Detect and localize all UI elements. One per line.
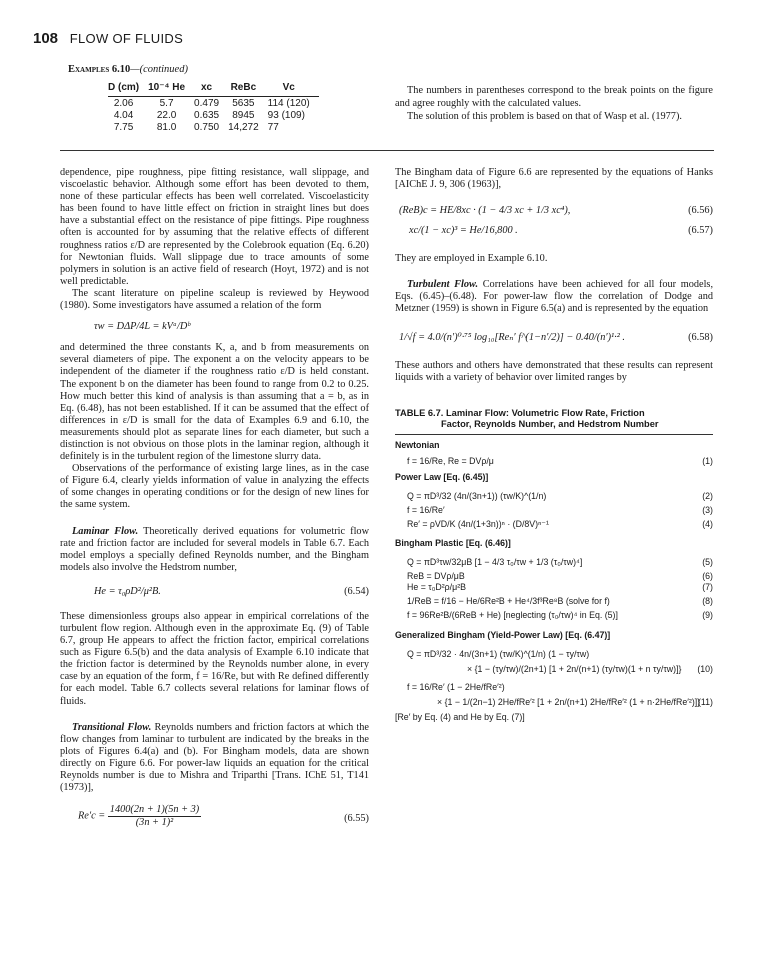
paragraph: The Bingham data of Figure 6.6 are represented by the equations of Hanks [AIChE J. 9, 306 (1963)], — [395, 167, 713, 191]
table-formula: Re′ = ρVD/K (4n/(1+3n))ⁿ · (D/8V)ⁿ⁻¹ — [407, 518, 549, 529]
col-header: Vc — [268, 80, 319, 97]
example-caption-rest: —(continued) — [130, 64, 188, 75]
table-cell: 0.479 — [194, 98, 220, 109]
row-number: (4) — [702, 518, 713, 529]
paragraph-text: Correlations have been achieved for all four models, Eqs. (6.45)–(6.48). For power-law flow the correlation of Dodge and Metzner (1959) is shown in Figure 6.5(a) and is represented by the equation — [395, 279, 714, 315]
paragraph-text: Theoretically derived equations for volumetric flow rate and friction factor are included for several models in Table 6.7. Each model employs a specially defined Reynolds number, and the Bingham models also involve the Hedstrom number, — [60, 525, 370, 573]
row-number: (5) — [702, 556, 713, 567]
example-notes — [395, 84, 713, 123]
right-column — [395, 167, 713, 723]
equation-6-55 — [78, 804, 369, 834]
paragraph: These dimensionless groups also appear in empirical correlations of the turbulent flow region. Although even in the approximate Eq. (9) of Table 6.7, group He appears to affect the friction factor, empirical correlations such as Figure 6.5(b) and the data analysis of Example 6.10 indicate that the friction factor is determined by the Reynolds number alone, in every case by an equation of the form, f = 16/Re, but with Re defined differently for each model. Table 6.7 collects several relations for laminar flows of fluids. — [60, 610, 369, 707]
equation-wall-stress: τw = DΔP/4L = kVᵃ/Dᵇ — [94, 321, 191, 333]
table-row — [108, 109, 319, 121]
table-cell: 77 — [267, 122, 279, 133]
row-number: (10) — [697, 663, 713, 674]
fraction-numerator: 1400(2n + 1)(5n + 3) — [108, 804, 201, 817]
table-cell: 114 (120) — [267, 98, 310, 109]
equation-number: (6.56) — [688, 205, 713, 217]
table-formula: f = 16/Re′ (1 − 2He/fRe′²) — [407, 681, 505, 692]
table-formula: f = 16/Re, Re = DVρ/μ — [407, 455, 494, 466]
table-row — [407, 649, 713, 660]
equation-number: (6.58) — [688, 331, 713, 343]
equation-6-57 — [409, 225, 713, 239]
table-cell: 5635 — [232, 98, 255, 109]
paragraph-text: Reynolds numbers and friction factors at which the flow changes from laminar to turbulent are indicated by the breaks in the plots of Figures 6.4(a) and (b). For Bingham models, data are shown directly on Figure 6.6. For power-law liquids an equation for the critical Reynolds number is due to Mishra and Triparthi [Trans. IChE 51, T141 (1973)], — [60, 721, 370, 794]
table-footnote: [Re′ by Eq. (4) and He by Eq. (7)] — [395, 711, 525, 722]
table-cell: 0.635 — [194, 110, 220, 121]
table-title-line: TABLE 6.7. Laminar Flow: Volumetric Flow Rate, Friction — [395, 407, 645, 418]
row-number: (9) — [702, 609, 713, 620]
row-number: (11) — [698, 696, 713, 707]
example-table-header — [108, 80, 319, 97]
equation-6-56 — [399, 205, 713, 219]
row-number: (2) — [702, 490, 713, 501]
table-formula: Q = πD³/32 (4n/(3n+1)) (τw/K)^(1/n) — [407, 490, 547, 501]
table-row — [407, 505, 713, 516]
table-cell: 2.06 — [113, 98, 134, 109]
table-formula: Q = πD³/32 · 4n/(3n+1) (τw/K)^(1/n) (1 − τy/τw) — [407, 648, 590, 659]
table-formula: ReB = DVρ/μB — [407, 570, 465, 581]
equation-number: (6.54) — [344, 585, 369, 597]
equation-body: He = τ₀ρD²/μ²B. — [94, 585, 161, 597]
table-formula: × {1 − (τy/τw)/(2n+1) [1 + 2n/(n+1) (τy/τw)(1 + n τy/τw)]} — [467, 663, 682, 674]
paragraph: These authors and others have demonstrated that these results can represent liquids with a variety of behavior over limited ranges by — [395, 359, 713, 383]
left-column — [60, 167, 369, 834]
paragraph: They are employed in Example 6.10. — [395, 253, 548, 265]
page-number: 108 — [33, 30, 59, 47]
paragraph: Observations of the performance of existing large lines, as in the case of Figure 6.4, clearly yields information of value in analyzing the effects of some changes in operating conditions or for the design of new lines for the same system. — [60, 463, 369, 511]
table-row — [407, 697, 713, 708]
table-row — [108, 121, 319, 133]
table-cell: 4.04 — [113, 110, 134, 121]
running-header — [33, 30, 183, 48]
section-heading: Laminar Flow. — [72, 525, 139, 537]
table-title-line: Factor, Reynolds Number, and Hedstrom Number — [441, 418, 659, 429]
equation-body: xc/(1 − xc)³ = He/16,800 . — [409, 225, 518, 237]
paragraph-laminar — [60, 526, 369, 574]
col-header: D (cm) — [108, 80, 148, 97]
table-cell: 5.7 — [159, 98, 174, 109]
table-formula: He = τ₀D²ρ/μ²B — [407, 581, 466, 592]
example-caption — [68, 64, 188, 75]
running-title: FLOW OF FLUIDS — [69, 31, 184, 46]
table-cell: 14,272 — [228, 122, 259, 133]
equation-lhs: Re′c = — [78, 810, 106, 822]
table-cell: 8945 — [232, 110, 255, 121]
table-row — [407, 596, 713, 607]
paragraph-transitional — [60, 722, 369, 795]
table-formula: × {1 − 1/(2n−1) 2He/fRe′² [1 + 2n/(n+1) 2He/fRe′² (1 + n·2He/fRe′²)]} — [437, 696, 701, 707]
table-formula: f = 16/Re′ — [407, 504, 445, 515]
row-number: (3) — [702, 504, 713, 515]
table-row — [407, 557, 713, 568]
table-row — [407, 682, 713, 693]
row-number: (8) — [702, 595, 713, 606]
table-cell: 0.750 — [194, 122, 220, 133]
table-formula: Q = πD³τw/32μB [1 − 4/3 τ₀/τw + 1/3 (τ₀/τw)⁴] — [407, 556, 583, 567]
table-formula: 1/ReB = f/16 − He/6Re²B + He⁴/3f³Re⁸B (solve for f) — [407, 595, 610, 606]
table-section-power-law: Power Law [Eq. (6.45)] — [395, 471, 489, 482]
example-caption-bold: Examples 6.10 — [68, 64, 131, 75]
table-row — [407, 491, 713, 502]
equation-6-58 — [399, 332, 713, 346]
fraction-denominator: (3n + 1)² — [135, 817, 174, 829]
table-rule — [395, 434, 713, 435]
col-header: ReBc — [228, 80, 268, 97]
equation-fraction — [108, 804, 201, 829]
table-formula: f = 96Re²B/(6ReB + He) [neglecting (τ₀/τw)⁴ in Eq. (5)] — [407, 609, 618, 620]
section-heading: Transitional Flow. — [72, 721, 152, 733]
paragraph: The scant literature on pipeline scaleup is reviewed by Heywood (1980). Some investigators have assumed a relation of the form — [60, 287, 369, 312]
table-row — [108, 97, 319, 110]
section-divider — [60, 150, 714, 151]
example-table — [108, 80, 319, 133]
table-section-bingham: Bingham Plastic [Eq. (6.46)] — [395, 537, 511, 548]
table-cell: 93 (109) — [267, 110, 305, 121]
equation-6-54 — [94, 586, 369, 599]
table-title — [395, 408, 713, 430]
equation-number: (6.57) — [688, 225, 713, 237]
table-row — [407, 456, 713, 467]
paragraph-turbulent — [395, 279, 713, 315]
table-cell: 7.75 — [113, 122, 134, 133]
equation-body: (ReB)c = HE/8xc · (1 − 4/3 xc + 1/3 xc⁴), — [399, 205, 571, 217]
table-row — [407, 582, 713, 593]
example-note: The numbers in parentheses correspond to the break points on the figure and agree roughly with the calculated values. — [395, 85, 713, 109]
row-number: (1) — [702, 455, 713, 466]
row-number: (7) — [702, 581, 713, 592]
col-header: 10⁻⁴ He — [148, 80, 194, 97]
paragraph: and determined the three constants K, a, and b from measurements on several diameters of pipe. The exponent a on the velocity appears to be independent of the diameter if the roughness ratio ε/D is held constant. The exponent b on the diameter has been found to range from 0.2 to 0.25. How much better this kind of analysis is than assuming that a = b, as in Eq. (6.48), has not been established. If it can be assumed that the effect of differences in ε/D is small for the data of Examples 6.9 and 6.10, the measurements should plot as separate lines for each diameter, but such a distinction is not obvious on those plots in the laminar region, although it definitely is in the turbulent region of the limestone slurry data. — [60, 342, 369, 463]
table-cell: 22.0 — [156, 110, 177, 121]
section-heading: Turbulent Flow. — [407, 279, 479, 291]
row-number: (6) — [702, 570, 713, 581]
col-header: xc — [194, 80, 228, 97]
table-cell: 81.0 — [156, 122, 177, 133]
table-section-generalized-bingham: Generalized Bingham (Yield-Power Law) [Eq. (6.47)] — [395, 629, 611, 640]
table-row — [407, 571, 713, 582]
paragraph: dependence, pipe roughness, pipe fitting resistance, wall slippage, and viscoelastic behavior. Although some effort has been devoted to them, none of these particular effects has been well correlated. Viscoelasticity has been found to have little effect on friction in straight lines but does have a substantial effect on the resistance of pipe fittings. Pipe roughness often is accounted for by assuming that the relative effects of different roughness ratios ε/D are represented by the Colebrook equation (Eq. 6.20) for Newtonian fluids. Wall slippage due to trace amounts of some polymers in solution is an active field of research (Hoyt, 1972) and is not well predictable. — [60, 167, 369, 287]
table-row — [407, 610, 713, 621]
equation-number: (6.55) — [344, 813, 369, 825]
table-row — [407, 664, 713, 675]
equation-body: 1/√f = 4.0/(n′)⁰·⁷⁵ log₁₀[Reₙ′ f^(1−n′/2)] − 0.40/(n′)¹·² . — [399, 331, 625, 343]
example-note: The solution of this problem is based on that of Wasp et al. (1977). — [407, 111, 682, 122]
table-row — [407, 519, 713, 530]
table-6-7 — [395, 408, 713, 723]
table-section-newtonian: Newtonian — [395, 439, 440, 450]
